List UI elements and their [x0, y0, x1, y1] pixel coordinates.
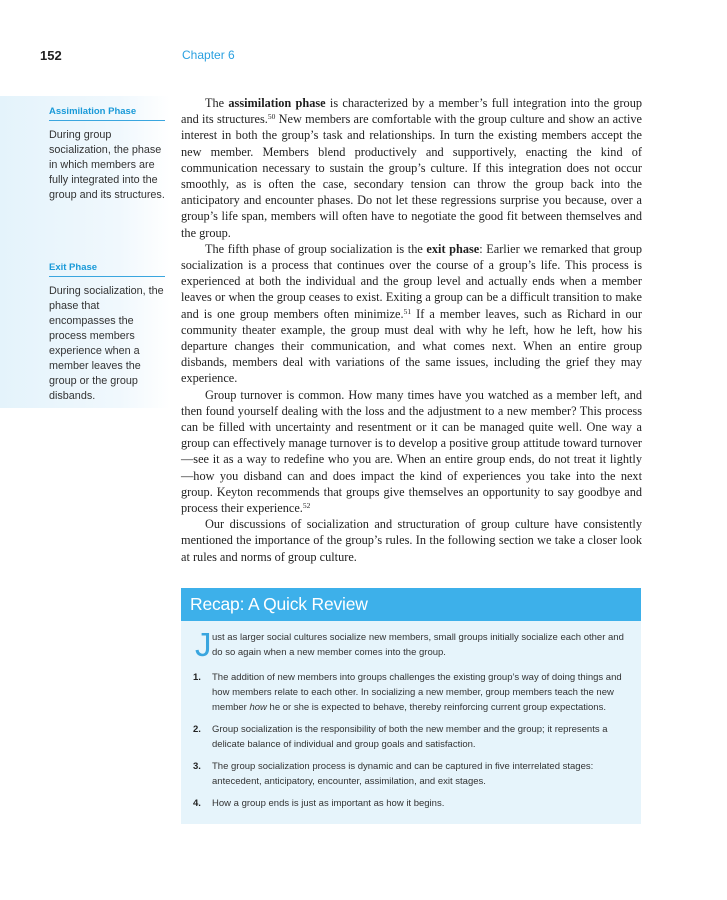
glossary-definition: During socialization, the phase that encompasses the process members experience when a member leaves the group or the group disbands. — [49, 285, 164, 402]
running-head-chapter: Chapter 6 — [182, 48, 235, 62]
recap-box — [181, 588, 641, 824]
glossary-definition: During group socialization, the phase in which members are fully integrated into the group and its structures. — [49, 129, 165, 201]
paragraph-exit: The fifth phase of group socialization is the exit phase: Earlier we remarked that group socialization is a process that continues over the course of a group’s life. This process is experienced at both the individual and the group level and actually ends when a member leaves or when the group ceases to exist. Exiting a group can be a difficult transition to make and is one group members often minimize.$^{51}$ If a member leaves, such as Richard in our community theater example, the group must deal with why he left, how he left, how his departure changes their communication, and what comes next. When an entire group disbands, members deal with variations of the same issues, including the grief they may experience. — [181, 241, 642, 386]
paragraph-turnover: Group turnover is common. How many times have you watched as a member left, and then found yourself dealing with the loss and the adjustment to a new member? This process can be filled with uncertainty and resentment or it can be managed quite well. One way a group can effectively manage turnover is to develop a positive group attitude toward turnover—see it as a way to redefine who you are. When an entire group ends, do not treat it lightly—how you disband can and does impact the kind of experiences you take into the next group. Keyton recommends that groups give themselves an opportunity to say goodbye and process their experience.$^{52}$ — [181, 387, 642, 516]
paragraph-assimilation: The assimilation phase is characterized by a member’s full integration into the group and its structures.$^{50}$ New members are comfortable with the group culture and show an active interest in both the group’s task and relationships. In turn the existing members accept the new member. Members blend productively and supportively, enacting the kind of communication necessary to sustain the group’s culture. If this integration does not occur smoothly, as is often the case, secondary tension can throw the group back into the anticipatory and encounter phases. Do not let these regressions surprise you because, over a group’s life span, members will often have to negotiate the good fit between themselves and the group. — [181, 96, 643, 240]
glossary-term: Assimilation Phase — [49, 106, 165, 121]
recap-item: 3. The group socialization process is dynamic and can be captured in five interrelated stages: antecedent, anticipatory, encounter, assimilation, and exit stages. — [193, 761, 594, 787]
recap-item: 2. Group socialization is the responsibility of both the new member and the group; it represents a delicate balance of individual and group goals and satisfaction. — [193, 724, 608, 750]
key-term: assimilation phase — [228, 96, 326, 110]
page-number: 152 — [40, 48, 62, 63]
body-text — [181, 95, 642, 565]
key-term: exit phase — [426, 241, 480, 256]
glossary-entry-exit — [49, 262, 165, 404]
glossary-term: Exit Phase — [49, 262, 165, 277]
drop-cap: J — [195, 626, 212, 663]
recap-item: 1. The addition of new members into groups challenges the existing group’s way of doing things and how members relate to each other. In socializing a new member, group members teach the new member how he or she is expected to behave, thereby reinforcing current group expectations. — [193, 672, 622, 713]
recap-title: Recap: A Quick Review — [181, 588, 641, 621]
footnote-ref: 51 — [403, 306, 412, 316]
glossary-entry-assimilation — [49, 106, 165, 203]
recap-list — [195, 670, 627, 811]
recap-item: 4. How a group ends is just as important as how it begins. — [193, 798, 445, 809]
footnote-ref: 50 — [267, 112, 276, 122]
emphasis: how — [249, 702, 267, 713]
paragraph-rules-intro: Our discussions of socialization and structuration of group culture have consistently mentioned the importance of the group’s rules. In the following section we take a closer look at rules and norms of group culture. — [181, 517, 642, 564]
footnote-ref: 52 — [302, 501, 311, 511]
recap-intro: J ust as larger social cultures socialize new members, small groups initially socialize each other and do so again when a new member comes into the group. — [195, 626, 624, 663]
